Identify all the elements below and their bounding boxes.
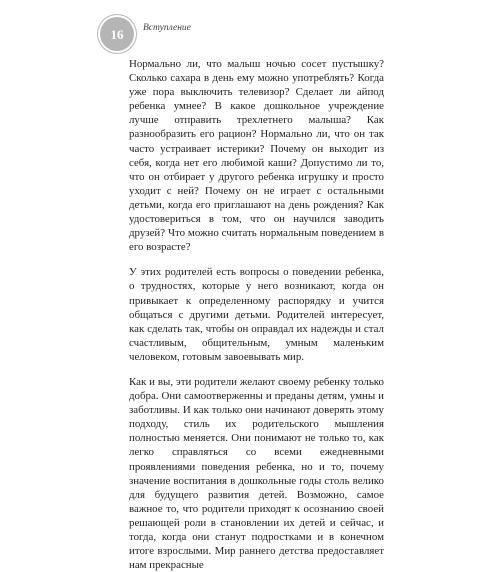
paragraph-2: У этих родителей есть вопросы о поведении ребенка, о трудностях, которые у него возникают, когда он привыкает к определенному распорядку и учится общаться с другими детьми. Родителей интересует, как сделать так, чтобы он оправдал их надежды и стал счастливым, общительным, умным маленьким человеком, готовым завоевывать мир.	[129, 266, 384, 363]
paragraph-1: Нормально ли, что малыш ночью сосет пустышку? Сколько сахара в день ему можно употреблять? Когда уже пора выключить телевизор? Сделает ли айпод ребенка умнее? В какое дошкольное учреждение лучше отправить трехлетнего малыша? Как разнообразить его рацион? Нормально ли, что он так часто устраивает истерики? Почему он выходит из себя, когда нет его любимой каши? Допустимо ли то, что он отбирает у другого ребенка игрушку и просто уходит с ней? Почему он не играет с остальными детьми, когда его приглашают на день рождения? Как удостовериться в том, что он научился заводить друзей? Что можно считать нормальным поведением в его возрасте?	[129, 58, 384, 254]
paragraph-3: Как и вы, эти родители желают своему ребенку только добра. Они самоотверженны и преданы детям, умны и заботливы. И как только они начинают доверять этому подходу, стиль их родительского мышления полностью меняется. Они понимают не только то, как легко справляться со всеми ежедневными проявлениями поведения ребенка, но и то, почему значение воспитания в дошкольные годы столь велико для будущего развития детей. Возможно, самое важное то, что родители приходят к осознанию своей решающей роли в становлении их детей и сейчас, и тогда, когда они станут подростками и в конечном итоге взрослыми. Мир раннего детства предоставляет нам прекрасные	[129, 375, 384, 572]
page-number: 16	[110, 26, 124, 42]
page-number-badge	[100, 17, 134, 51]
body-text	[129, 57, 384, 572]
running-title: Вступление	[143, 23, 191, 33]
